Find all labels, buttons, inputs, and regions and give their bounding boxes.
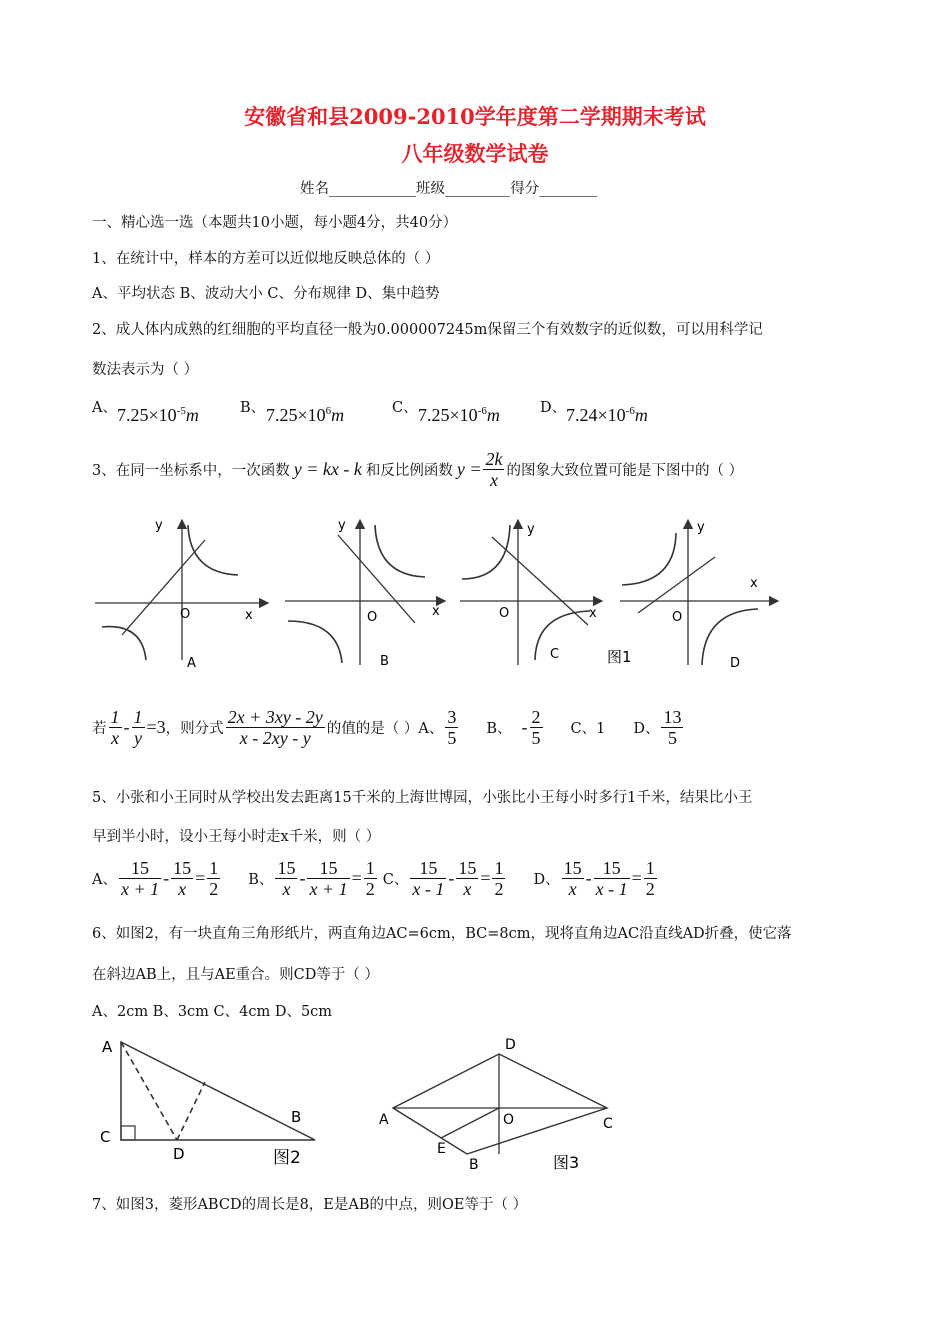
- q4-option-c: C、1: [570, 721, 606, 737]
- q4-big-num: 2x + 3xy - 2y: [227, 707, 323, 727]
- q7-stem: 7、如图3，菱形ABCD的周长是8，E是AB的中点，则OE等于（ ）: [92, 1197, 528, 1213]
- q5-b-d1: x: [282, 879, 291, 899]
- q2-b-exponent: 6: [325, 405, 332, 417]
- q5-b-rhs: [364, 858, 377, 899]
- q5-d-d2: x - 1: [595, 879, 628, 899]
- q6-options: A、2cm B、3cm C、4cm D、5cm: [92, 1004, 333, 1020]
- q5-c-rhs: [492, 858, 505, 899]
- fig2-label-d: D: [173, 1145, 185, 1163]
- q4-option-a: [445, 707, 458, 748]
- q4-b-den: 5: [531, 728, 541, 748]
- q2-c-unit: m: [486, 405, 500, 425]
- q2-d-exponent: -6: [625, 405, 635, 417]
- q5-c-label: C、: [382, 872, 409, 888]
- graph-c-label: C: [550, 647, 560, 662]
- graph-d-x-label: x: [750, 576, 758, 591]
- q5-c-frac2: [456, 858, 478, 899]
- q2-d-mantissa: 7.24: [566, 405, 598, 425]
- q2-option-c-label: C、: [392, 400, 418, 416]
- graph-b-y-label: y: [338, 518, 346, 533]
- q4-big-den: x - 2xy - y: [239, 728, 311, 748]
- q4-suffix: 的值的是（ ）A、: [326, 721, 444, 737]
- q5-a-n1: 15: [119, 858, 161, 879]
- fig2-fold-line-de: [177, 1082, 205, 1140]
- q5-b-n1: 15: [277, 858, 296, 878]
- q5-options: A、 $\frac{15}{x + 1}$ - $\frac{15}{x}$ = $\frac{1}{2}$ B、 $\frac{15}{x}$ - $\frac{15}{x + 1}$ = $\frac{1}{2}$ C、 $\frac{15}{x - 1}$ - $\frac{15}{x}$ = $\frac{1}{2}$ D、 $\frac{15}{x}$ - $\frac{15}{x - 1}$ = $\frac{1}{2}$: [92, 858, 655, 899]
- q5-c-n2: 15: [458, 858, 477, 878]
- q4-option-d: [661, 707, 683, 748]
- q5-d-frac1: [562, 858, 584, 899]
- q2-option-a: $7.25\times 10^{-5}m$: [117, 405, 199, 425]
- student-info-line: 姓名____________班级_________得分________: [300, 181, 598, 197]
- fig3-label-b: B: [469, 1157, 479, 1173]
- q5-stem-line2: 早到半小时，设小王每小时走x千米，则（ ）: [92, 829, 381, 845]
- q5-c-n1: 15: [410, 858, 446, 879]
- figure1-caption: 图1: [607, 648, 632, 666]
- q6-stem-line2: 在斜边AB上，且与AE重合。则CD等于（ ）: [92, 967, 380, 983]
- exam-title: 安徽省和县2009-2010学年度第二学期期末考试: [244, 104, 706, 129]
- graph-b-curve-lower: [288, 621, 342, 663]
- graph-d: [620, 520, 778, 671]
- q2-option-b-label: B、: [240, 400, 266, 416]
- q2-d-unit: m: [634, 405, 648, 425]
- fig2-label-a: A: [102, 1038, 113, 1056]
- q3-linear-function: y = kx - k: [293, 459, 362, 479]
- q3-stem: [92, 449, 743, 490]
- graph-b: [285, 518, 445, 669]
- q5-b-label: B、: [248, 872, 274, 888]
- q2-b-unit: m: [331, 405, 345, 425]
- graph-b-label: B: [380, 654, 389, 669]
- q4-b-label: B、: [486, 721, 512, 737]
- q3-denominator: x: [489, 470, 498, 490]
- q5-d-n2: 15: [594, 858, 630, 879]
- exam-subtitle: 八年级数学试卷: [401, 141, 549, 166]
- q2-a-unit: m: [185, 405, 199, 425]
- q5-b-rn: 1: [365, 858, 375, 878]
- q3-prefix: 3、在同一坐标系中，一次函数: [92, 463, 290, 479]
- graph-a-x-label: x: [245, 608, 253, 623]
- fig3-label-e: E: [437, 1141, 446, 1157]
- q5-d-rhs: [644, 858, 657, 899]
- q2-option-c: $7.25\times 10^{-6}m$: [418, 405, 500, 425]
- graph-b-curve-upper: [375, 525, 425, 577]
- q4-d-num: 13: [663, 707, 682, 727]
- graph-a-label: A: [187, 656, 196, 671]
- fig3-label-d: D: [505, 1037, 516, 1053]
- q2-stem-line1: 2、成人体内成熟的红细胞的平均直径一般为0.000007245m保留三个有效数字的近似数，可以用科学记: [92, 322, 763, 338]
- q4-a-num: 3: [447, 707, 457, 727]
- q4-frac-1x: [109, 707, 122, 748]
- figure2-triangle: [95, 1030, 335, 1175]
- q4-minus: -: [123, 717, 130, 737]
- q4-if: 若: [92, 721, 107, 737]
- graph-c-x-label: x: [589, 606, 597, 621]
- q4-d-den: 5: [667, 728, 677, 748]
- q4-d1: x: [111, 728, 119, 748]
- fig3-label-o: O: [503, 1112, 515, 1128]
- q5-a-rhs: [207, 858, 220, 899]
- graph-a: [95, 518, 268, 671]
- graph-d-curve-upper: [622, 533, 676, 585]
- graph-c: [460, 520, 602, 665]
- q3-y-eq: y =: [456, 459, 482, 479]
- graph-b-x-label: x: [432, 604, 440, 619]
- q6-stem-line1: 6、如图2，有一块直角三角形纸片，两直角边AC=6cm，BC=8cm，现将直角边AC沿直线AD折叠，使它落: [92, 926, 792, 942]
- q5-d-d1: x: [568, 879, 577, 899]
- q2-a-mantissa: 7.25: [117, 405, 149, 425]
- q5-b-d2: x + 1: [309, 879, 348, 899]
- q4-frac-1y: [132, 707, 145, 748]
- q5-d-label: D、: [533, 872, 560, 888]
- q4-a-den: 5: [447, 728, 457, 748]
- q2-option-a-label: A、: [92, 400, 117, 416]
- q4-big-fraction: [226, 707, 325, 748]
- q2-option-b: $7.25\times 10^6m$: [266, 405, 345, 425]
- q2-c-exponent: -6: [477, 405, 487, 417]
- q4-eq3: =3: [146, 717, 166, 737]
- fig2-label-c: C: [100, 1128, 111, 1146]
- q5-a-d1: x + 1: [120, 879, 160, 899]
- q5-c-rn: 1: [494, 858, 504, 878]
- fig2-label-b: B: [291, 1108, 302, 1126]
- q5-a-d2: x: [178, 879, 187, 899]
- figure1-graphs: [90, 515, 780, 675]
- q1-options: A、平均状态 B、波动大小 C、分布规律 D、集中趋势: [92, 286, 440, 302]
- fig2-triangle-abc: [121, 1042, 315, 1140]
- q4-mid: ，则分式: [165, 721, 224, 737]
- q1-stem: 1、在统计中，样本的方差可以近似地反映总体的（ ）: [92, 251, 440, 267]
- q2-b-mantissa: 7.25: [266, 405, 298, 425]
- q2-a-exponent: -5: [176, 405, 186, 417]
- q4-d-label: D、: [633, 721, 660, 737]
- q5-b-rd: 2: [365, 879, 375, 899]
- q4-option-b: [530, 707, 543, 748]
- q2-c-mantissa: 7.25: [418, 405, 450, 425]
- q5-d-frac2: [594, 858, 630, 899]
- q4-b-sign: -: [521, 717, 528, 737]
- graph-d-label: D: [730, 656, 741, 671]
- q4-n1: 1: [110, 707, 120, 727]
- graph-a-origin: O: [180, 607, 191, 622]
- q5-c-rd: 2: [494, 879, 504, 899]
- q5-b-frac2: [307, 858, 349, 899]
- graph-c-curve-lower: [535, 611, 590, 660]
- q5-c-frac1: [410, 858, 446, 899]
- q4-d2: y: [134, 728, 142, 748]
- graph-d-line: [638, 557, 715, 613]
- q4-stem: [92, 707, 685, 748]
- q5-a-label: A、: [92, 872, 117, 888]
- q5-d-rn: 1: [645, 858, 655, 878]
- fig2-caption: 图2: [273, 1148, 301, 1168]
- fig3-caption: 图3: [553, 1153, 580, 1172]
- q5-a-rd: 2: [209, 879, 219, 899]
- q4-n2: 1: [133, 707, 143, 727]
- q3-suffix: 的图象大致位置可能是下图中的（ ）: [506, 463, 744, 479]
- graph-d-y-label: y: [697, 520, 705, 535]
- q5-a-frac1: [119, 858, 161, 899]
- q5-a-n2: 15: [173, 858, 192, 878]
- graph-a-line: [122, 540, 205, 635]
- q5-a-frac2: [171, 858, 193, 899]
- fig3-segment-oe: [441, 1108, 499, 1138]
- q5-stem-line1: 5、小张和小王同时从学校出发去距离15千米的上海世博园，小张比小王每小时多行1千米，结果比小王: [92, 790, 753, 806]
- q5-c-d2: x: [463, 879, 472, 899]
- graph-a-y-label: y: [155, 518, 163, 533]
- graph-a-curve-lower: [102, 627, 146, 660]
- fig3-label-c: C: [603, 1116, 613, 1132]
- q5-d-n1: 15: [563, 858, 582, 878]
- q4-b-num: 2: [531, 707, 541, 727]
- fig2-right-angle-mark: [121, 1126, 135, 1140]
- graph-c-y-label: y: [527, 522, 535, 537]
- graph-c-curve-upper: [462, 525, 510, 579]
- q3-inverse-fraction: [483, 449, 504, 490]
- fig3-label-a: A: [379, 1112, 389, 1128]
- q5-d-rd: 2: [645, 879, 655, 899]
- fig3-rhombus-abcd: [393, 1054, 607, 1154]
- q3-numerator: 2k: [485, 449, 503, 469]
- q3-mid: 和反比例函数: [365, 463, 453, 479]
- q5-a-rn: 1: [209, 858, 219, 878]
- q5-c-d1: x - 1: [412, 879, 445, 899]
- q2-option-d: $7.24\times 10^{-6}m$: [566, 405, 648, 425]
- graph-c-origin: O: [499, 606, 510, 621]
- q5-b-n2: 15: [307, 858, 349, 879]
- graph-b-origin: O: [367, 610, 378, 625]
- section-heading: 一、精心选一选（本题共10小题，每小题4分，共40分）: [92, 215, 458, 231]
- q2-stem-line2: 数法表示为（ ）: [92, 362, 199, 378]
- q5-b-frac1: [275, 858, 297, 899]
- graph-d-origin: O: [672, 610, 683, 625]
- q2-option-d-label: D、: [540, 400, 567, 416]
- figure3-rhombus: [375, 1032, 635, 1177]
